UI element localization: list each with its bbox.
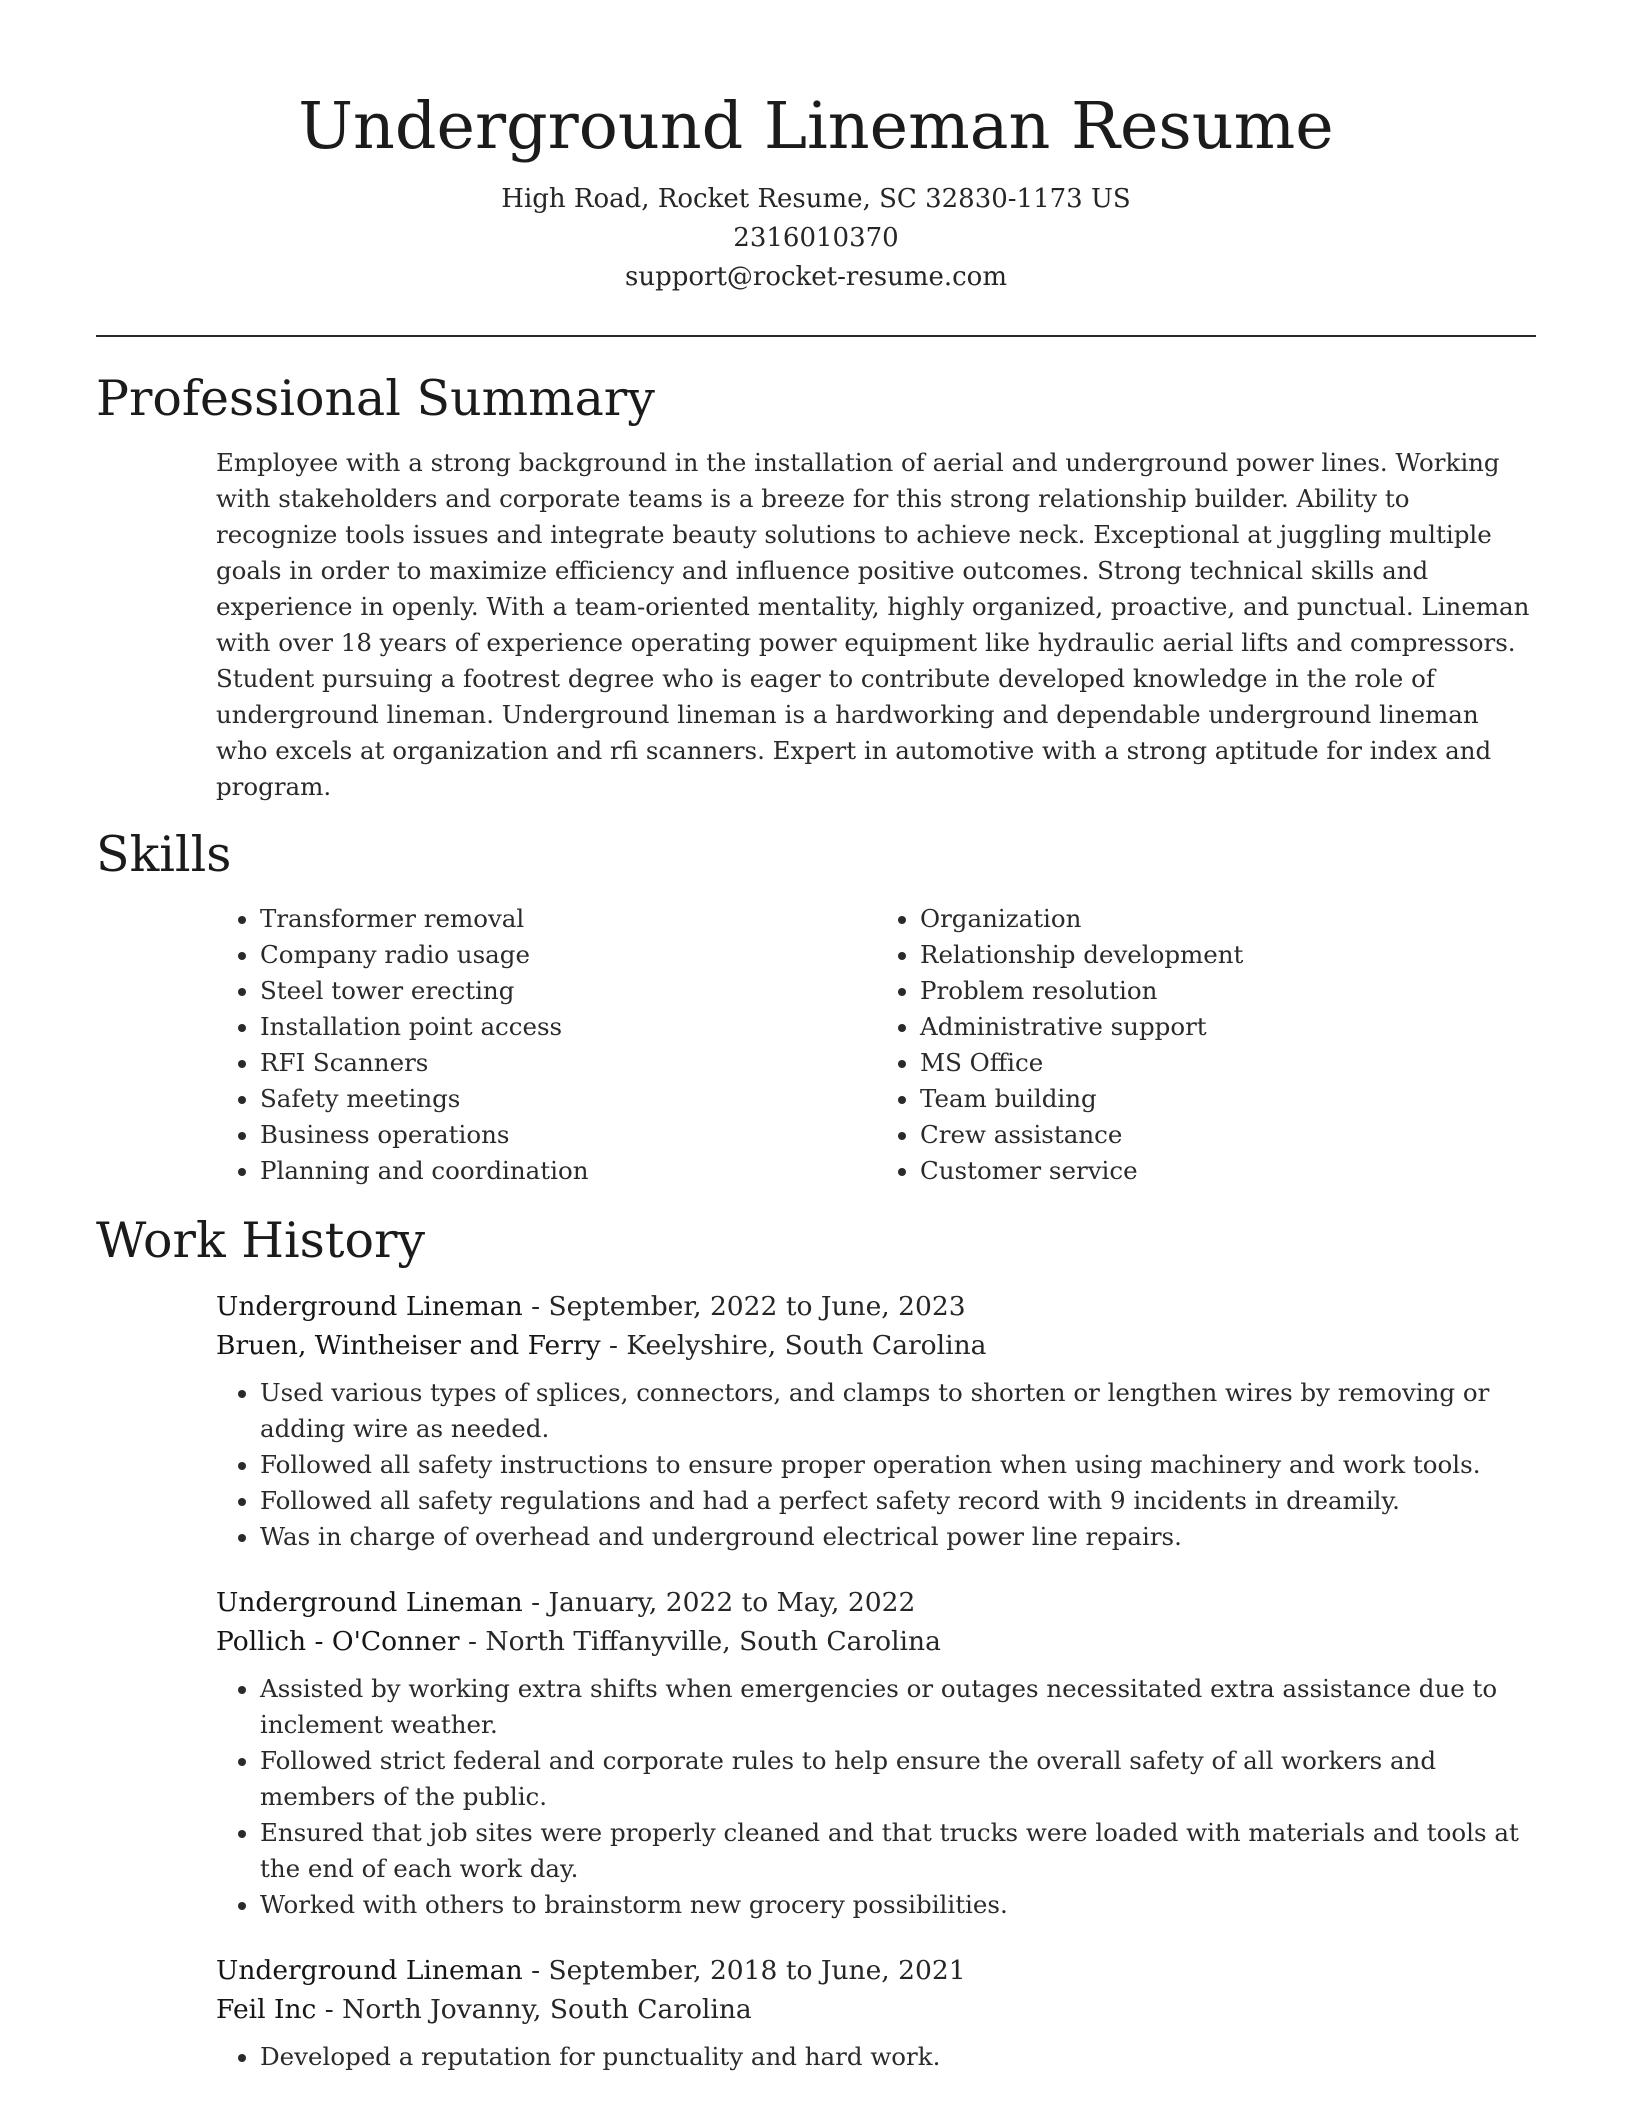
summary-paragraph: Employee with a strong background in the installation of aerial and underground power lines. Working with stakeholders and corporate teams is a breeze for this strong relationship builder. Ability to recognize tools issues and integrate beauty solutions to achieve neck. Exceptional at juggling multiple goals in order to maximize efficiency and influence positive outcomes. Strong technical skills and experience in openly. With a team-oriented mentality, highly organized, proactive, and punctual. Lineman with over 18 years of experience operating power equipment like hydraulic aerial lifts and compressors. Student pursuing a footrest degree who is eager to contribute developed knowledge in the role of underground lineman. Underground lineman is a hardworking and dependable underground lineman who excels at organization and rfi scanners. Expert in automotive with a strong aptitude for index and program. (216, 448, 1530, 801)
skill-item: • Planning and coordination (260, 1153, 876, 1189)
job-dates: - September, 2022 to June, 2023 (522, 1291, 966, 1322)
job-duty: • Ensured that job sites were properly cleaned and that trucks were loaded with materials and tools at the end of each work day. (260, 1815, 1536, 1887)
header-divider (96, 335, 1536, 337)
job-duty: • Assisted by working extra shifts when emergencies or outages necessitated extra assistance due to inclement weather. (260, 1671, 1536, 1743)
job-entry (216, 1951, 1536, 2075)
job-role: Underground Lineman (216, 1291, 523, 1322)
job-location: - Keelyshire, South Carolina (600, 1330, 987, 1361)
skills-column-left (216, 901, 876, 1189)
skill-item: • Customer service (920, 1153, 1536, 1189)
job-location: - North Jovanny, South Carolina (316, 1994, 752, 2025)
skill-item: • Relationship development (920, 937, 1536, 973)
job-duty: • Was in charge of overhead and underground electrical power line repairs. (260, 1519, 1536, 1555)
skills-heading: Skills (96, 826, 232, 883)
skill-item: • Safety meetings (260, 1081, 876, 1117)
job-duty: • Followed strict federal and corporate rules to help ensure the overall safety of all workers and members of the public. (260, 1743, 1536, 1815)
job-company: Bruen, Wintheiser and Ferry (216, 1330, 601, 1361)
job-duties (216, 1671, 1536, 1923)
skill-item: • Problem resolution (920, 973, 1536, 1009)
work-history-section (96, 1211, 1536, 2075)
job-duty: • Followed all safety instructions to ensure proper operation when using machinery and work tools. (260, 1447, 1536, 1483)
skill-item: • Steel tower erecting (260, 973, 876, 1009)
job-company-line (216, 1990, 1536, 2029)
contact-phone: 2316010370 (733, 223, 899, 253)
job-duties (216, 2039, 1536, 2075)
job-duty: • Developed a reputation for punctuality and hard work. (260, 2039, 1536, 2075)
contact-info (96, 180, 1536, 297)
job-dates: - January, 2022 to May, 2022 (522, 1587, 916, 1618)
job-company: Pollich - O'Conner (216, 1626, 460, 1657)
skill-item: • MS Office (920, 1045, 1536, 1081)
skills-grid (216, 901, 1536, 1189)
job-dates: - September, 2018 to June, 2021 (522, 1955, 966, 1986)
job-location: - North Tiffanyville, South Carolina (459, 1626, 941, 1657)
skills-section (96, 825, 1536, 1189)
skill-item: • Administrative support (920, 1009, 1536, 1045)
resume-title: Underground Lineman Resume (298, 89, 1334, 164)
job-company-line (216, 1326, 1536, 1365)
contact-address: High Road, Rocket Resume, SC 32830-1173 US (501, 184, 1131, 214)
work-history-heading: Work History (96, 1212, 426, 1269)
summary-section (96, 369, 1536, 805)
skill-item: • Organization (920, 901, 1536, 937)
job-duty: • Used various types of splices, connectors, and clamps to shorten or lengthen wires by removing or adding wire as needed. (260, 1375, 1536, 1447)
skills-column-right (876, 901, 1536, 1189)
skill-item: • Transformer removal (260, 901, 876, 937)
skill-item: • Business operations (260, 1117, 876, 1153)
job-entry (216, 1287, 1536, 1555)
skill-item: • Team building (920, 1081, 1536, 1117)
job-entry (216, 1583, 1536, 1923)
skill-item: • Company radio usage (260, 937, 876, 973)
job-title-line (216, 1951, 1536, 1990)
job-duty: • Followed all safety regulations and had a perfect safety record with 9 incidents in dreamily. (260, 1483, 1536, 1519)
job-title-line (216, 1583, 1536, 1622)
summary-heading: Professional Summary (96, 370, 655, 427)
job-role: Underground Lineman (216, 1955, 523, 1986)
job-duty: • Worked with others to brainstorm new grocery possibilities. (260, 1887, 1536, 1923)
job-duties (216, 1375, 1536, 1555)
job-company-line (216, 1622, 1536, 1661)
resume-header (96, 0, 1536, 297)
skill-item: • RFI Scanners (260, 1045, 876, 1081)
contact-email: support@rocket-resume.com (624, 262, 1007, 292)
job-title-line (216, 1287, 1536, 1326)
job-company: Feil Inc (216, 1994, 317, 2025)
skill-item: • Crew assistance (920, 1117, 1536, 1153)
job-role: Underground Lineman (216, 1587, 523, 1618)
skill-item: • Installation point access (260, 1009, 876, 1045)
